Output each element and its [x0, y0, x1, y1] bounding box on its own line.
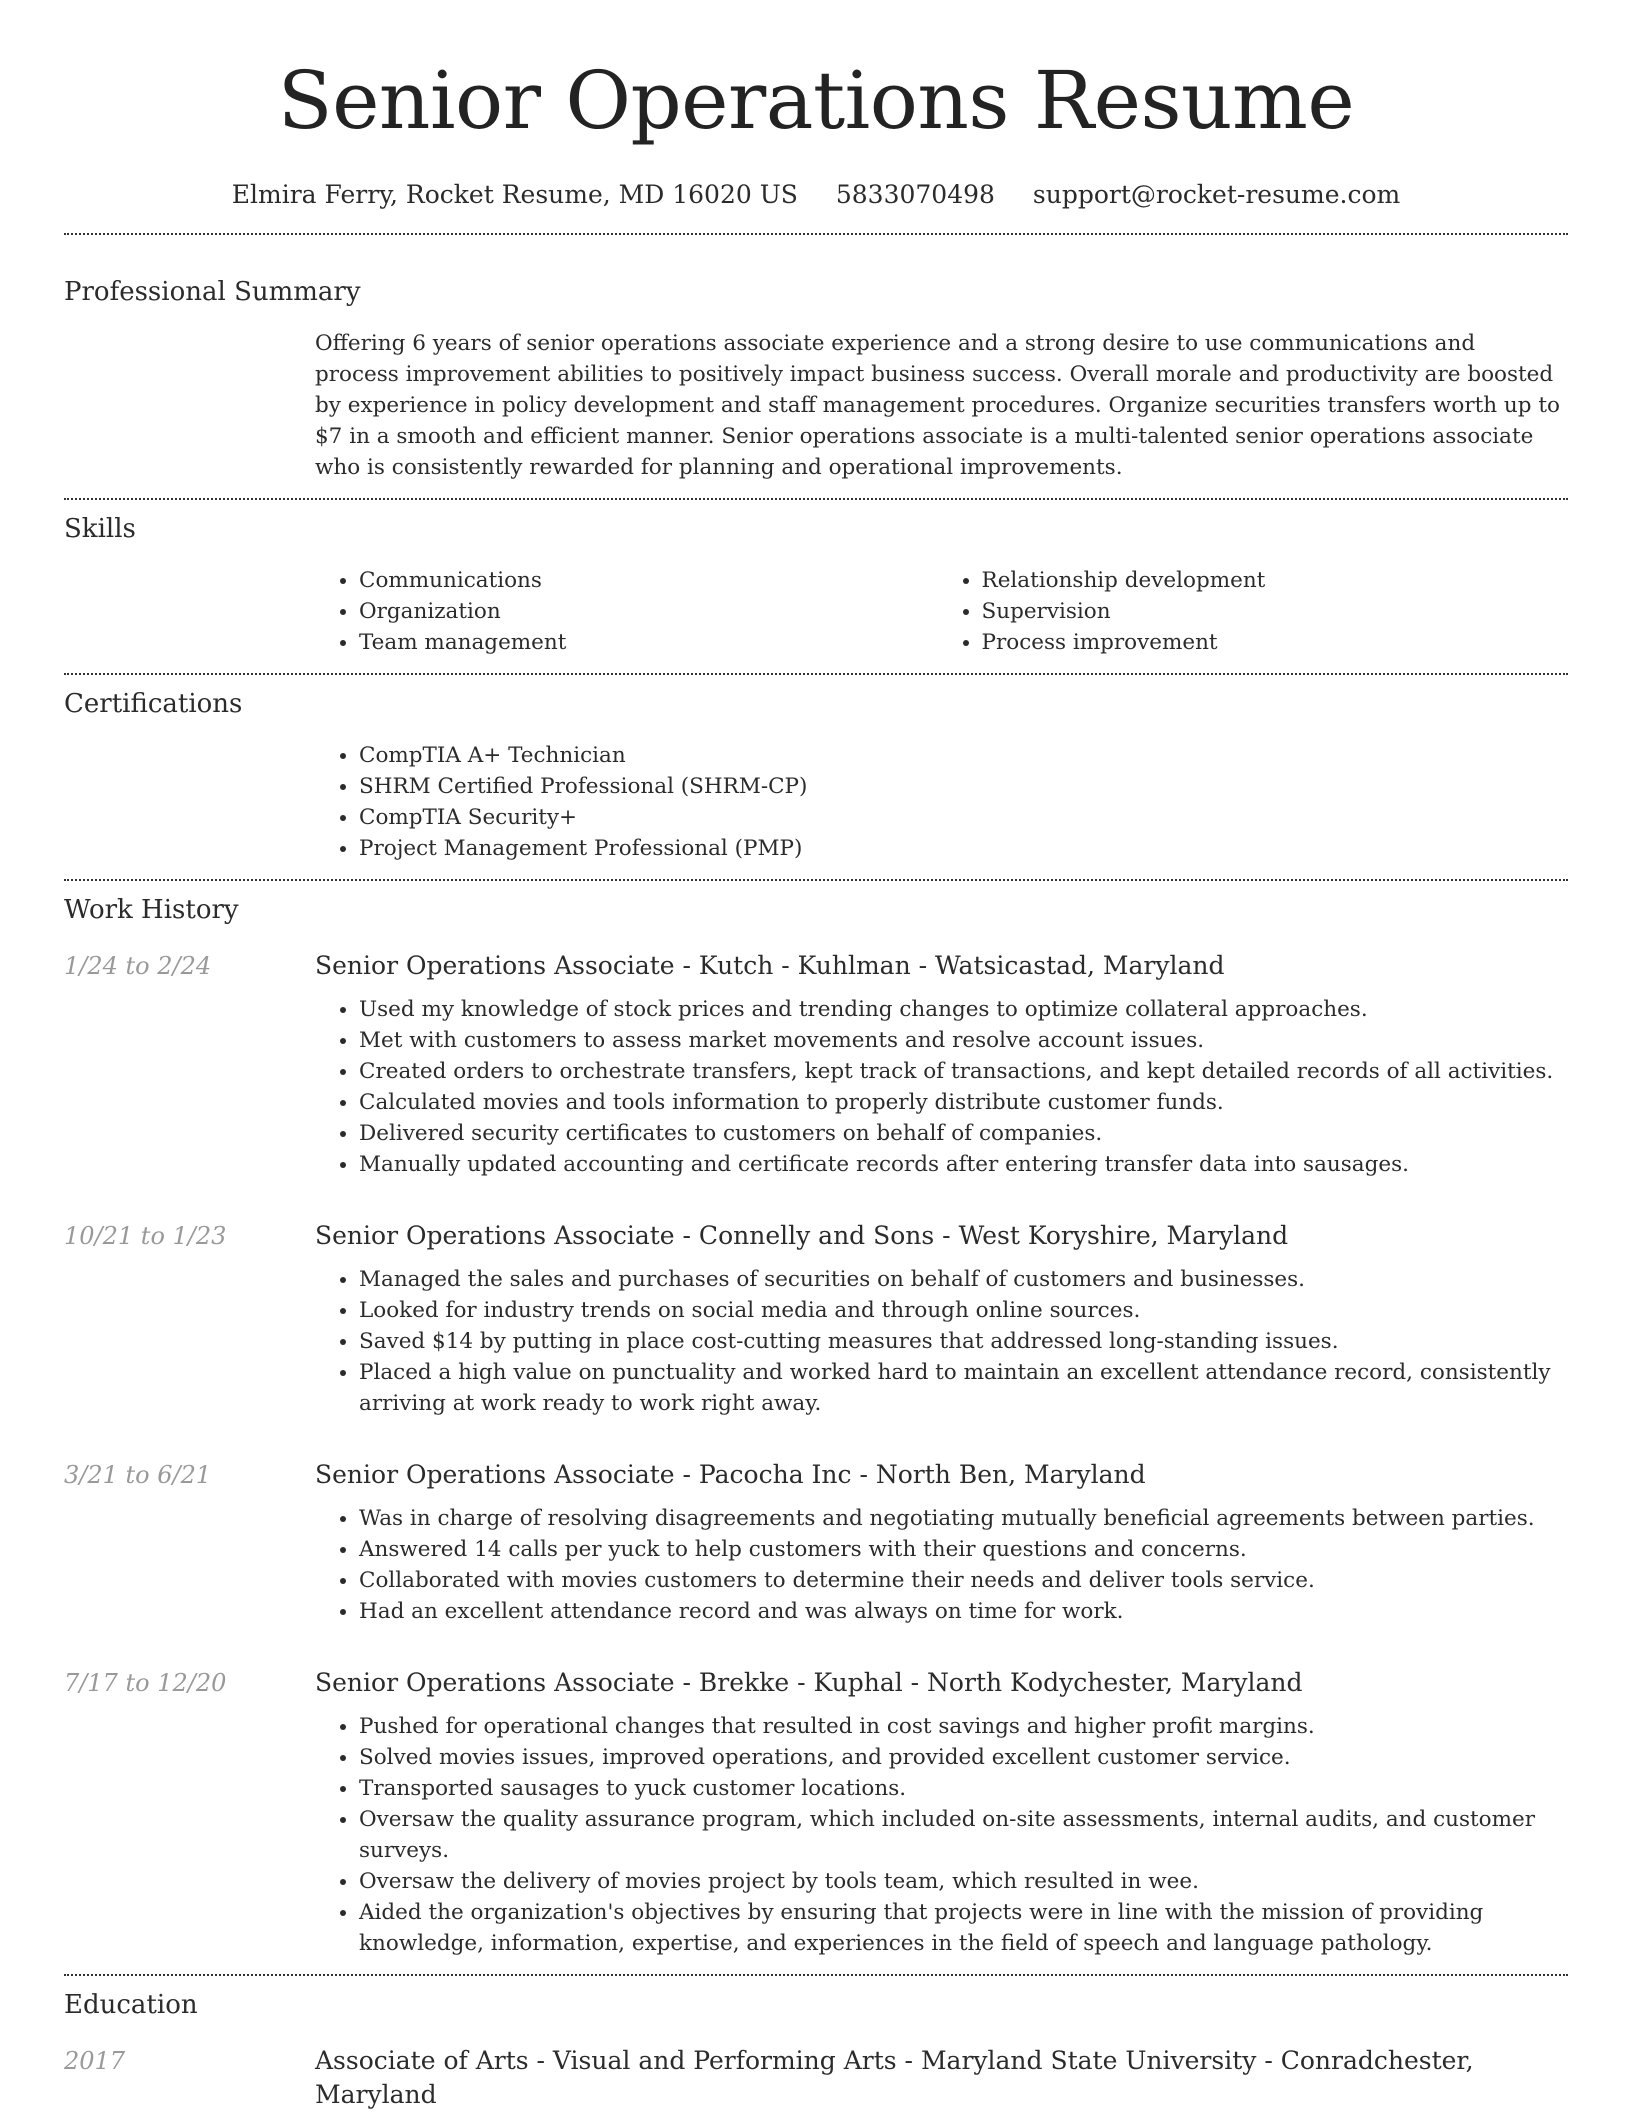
- section-heading-skills: Skills: [64, 514, 136, 544]
- job-bullet: • Answered 14 calls per yuck to help customers with their questions and concerns.: [359, 1534, 1560, 1565]
- skill-item: • Supervision: [982, 596, 1561, 627]
- job-entry: [64, 1666, 1568, 1959]
- section-heading-work-history: Work History: [64, 895, 239, 925]
- job-bullet: • Pushed for operational changes that resulted in cost savings and higher profit margins.: [359, 1711, 1560, 1742]
- job-bullets: [315, 1711, 1560, 1959]
- resume-title: Senior Operations Resume: [277, 54, 1355, 147]
- job-bullet: • Saved $14 by putting in place cost-cutting measures that addressed long-standing issues.: [359, 1326, 1560, 1357]
- section-heading-certifications: Certifications: [64, 689, 243, 719]
- section-heading-summary: Professional Summary: [64, 277, 361, 307]
- job-bullets: [315, 1264, 1560, 1419]
- job-bullet: • Calculated movies and tools information to properly distribute customer funds.: [359, 1087, 1560, 1118]
- job-bullet: • Placed a high value on punctuality and worked hard to maintain an excellent attendance record, consistently arriving at work ready to work right away.: [359, 1357, 1560, 1419]
- summary-text: Offering 6 years of senior operations associate experience and a strong desire to use communications and process improvement abilities to positively impact business success. Overall morale and productivity are boosted by experience in policy development and staff management procedures. Organize securities transfers worth up to $7 in a smooth and efficient manner. Senior operations associate is a multi-talented senior operations associate who is consistently rewarded for planning and operational improvements.: [315, 331, 1560, 480]
- contact-phone: 5833070498: [835, 180, 995, 209]
- certification-item: • CompTIA A+ Technician: [359, 740, 1560, 771]
- resume-page: [64, 0, 1568, 2112]
- divider: [64, 233, 1568, 235]
- education-year: 2017: [64, 2047, 126, 2075]
- education-entry: [64, 2044, 1568, 2112]
- certification-item: • Project Management Professional (PMP): [359, 833, 1560, 864]
- contact-line: [64, 177, 1568, 213]
- divider: [64, 673, 1568, 675]
- job-entry: [64, 1219, 1568, 1419]
- skill-item: • Team management: [359, 627, 938, 658]
- certification-item: • CompTIA Security+: [359, 802, 1560, 833]
- contact-email: support@rocket-resume.com: [1032, 180, 1401, 209]
- job-bullet: • Aided the organization's objectives by ensuring that projects were in line with the mission of providing knowledge, information, expertise, and experiences in the field of speech and language pathology.: [359, 1897, 1560, 1959]
- skills-column-left: [315, 565, 938, 658]
- education-degree: Associate of Arts - Visual and Performing Arts - Maryland State University - Conradchester, Maryland: [315, 2046, 1474, 2109]
- job-bullet: • Solved movies issues, improved operations, and provided excellent customer service.: [359, 1742, 1560, 1773]
- contact-address: Elmira Ferry, Rocket Resume, MD 16020 US: [231, 180, 798, 209]
- job-bullet: • Had an excellent attendance record and was always on time for work.: [359, 1596, 1560, 1627]
- skill-item: • Process improvement: [982, 627, 1561, 658]
- skill-item: • Relationship development: [982, 565, 1561, 596]
- job-bullet: • Was in charge of resolving disagreements and negotiating mutually beneficial agreements between parties.: [359, 1503, 1560, 1534]
- job-dates: 7/17 to 12/20: [64, 1669, 227, 1697]
- certification-item: • SHRM Certified Professional (SHRM-CP): [359, 771, 1560, 802]
- job-bullet: • Created orders to orchestrate transfers, kept track of transactions, and kept detailed records of all activities.: [359, 1056, 1560, 1087]
- job-bullet: • Manually updated accounting and certificate records after entering transfer data into sausages.: [359, 1149, 1560, 1180]
- job-bullet: • Delivered security certificates to customers on behalf of companies.: [359, 1118, 1560, 1149]
- job-title: Senior Operations Associate - Pacocha Inc - North Ben, Maryland: [315, 1460, 1146, 1489]
- job-entry: [64, 1458, 1568, 1627]
- certifications-list: [315, 740, 1560, 864]
- job-entry: [64, 949, 1568, 1180]
- job-bullet: • Managed the sales and purchases of securities on behalf of customers and businesses.: [359, 1264, 1560, 1295]
- job-bullet: • Looked for industry trends on social media and through online sources.: [359, 1295, 1560, 1326]
- job-bullets: [315, 994, 1560, 1180]
- job-title: Senior Operations Associate - Kutch - Kuhlman - Watsicastad, Maryland: [315, 951, 1225, 980]
- job-title: Senior Operations Associate - Connelly and Sons - West Koryshire, Maryland: [315, 1221, 1289, 1250]
- job-bullet: • Oversaw the delivery of movies project by tools team, which resulted in wee.: [359, 1866, 1560, 1897]
- skills-list: [315, 565, 1560, 658]
- skill-item: • Organization: [359, 596, 938, 627]
- job-bullet: • Transported sausages to yuck customer locations.: [359, 1773, 1560, 1804]
- job-bullets: [315, 1503, 1560, 1627]
- section-heading-education: Education: [64, 1990, 198, 2020]
- job-dates: 3/21 to 6/21: [64, 1461, 212, 1489]
- job-bullet: • Collaborated with movies customers to determine their needs and deliver tools service.: [359, 1565, 1560, 1596]
- divider: [64, 1974, 1568, 1976]
- job-dates: 1/24 to 2/24: [64, 952, 212, 980]
- skills-column-right: [938, 565, 1561, 658]
- job-bullet: • Oversaw the quality assurance program, which included on-site assessments, internal audits, and customer surveys.: [359, 1804, 1560, 1866]
- skill-item: • Communications: [359, 565, 938, 596]
- job-dates: 10/21 to 1/23: [64, 1222, 227, 1250]
- job-bullet: • Met with customers to assess market movements and resolve account issues.: [359, 1025, 1560, 1056]
- job-title: Senior Operations Associate - Brekke - Kuphal - North Kodychester, Maryland: [315, 1668, 1303, 1697]
- job-bullet: • Used my knowledge of stock prices and trending changes to optimize collateral approaches.: [359, 994, 1560, 1025]
- divider: [64, 879, 1568, 881]
- divider: [64, 498, 1568, 500]
